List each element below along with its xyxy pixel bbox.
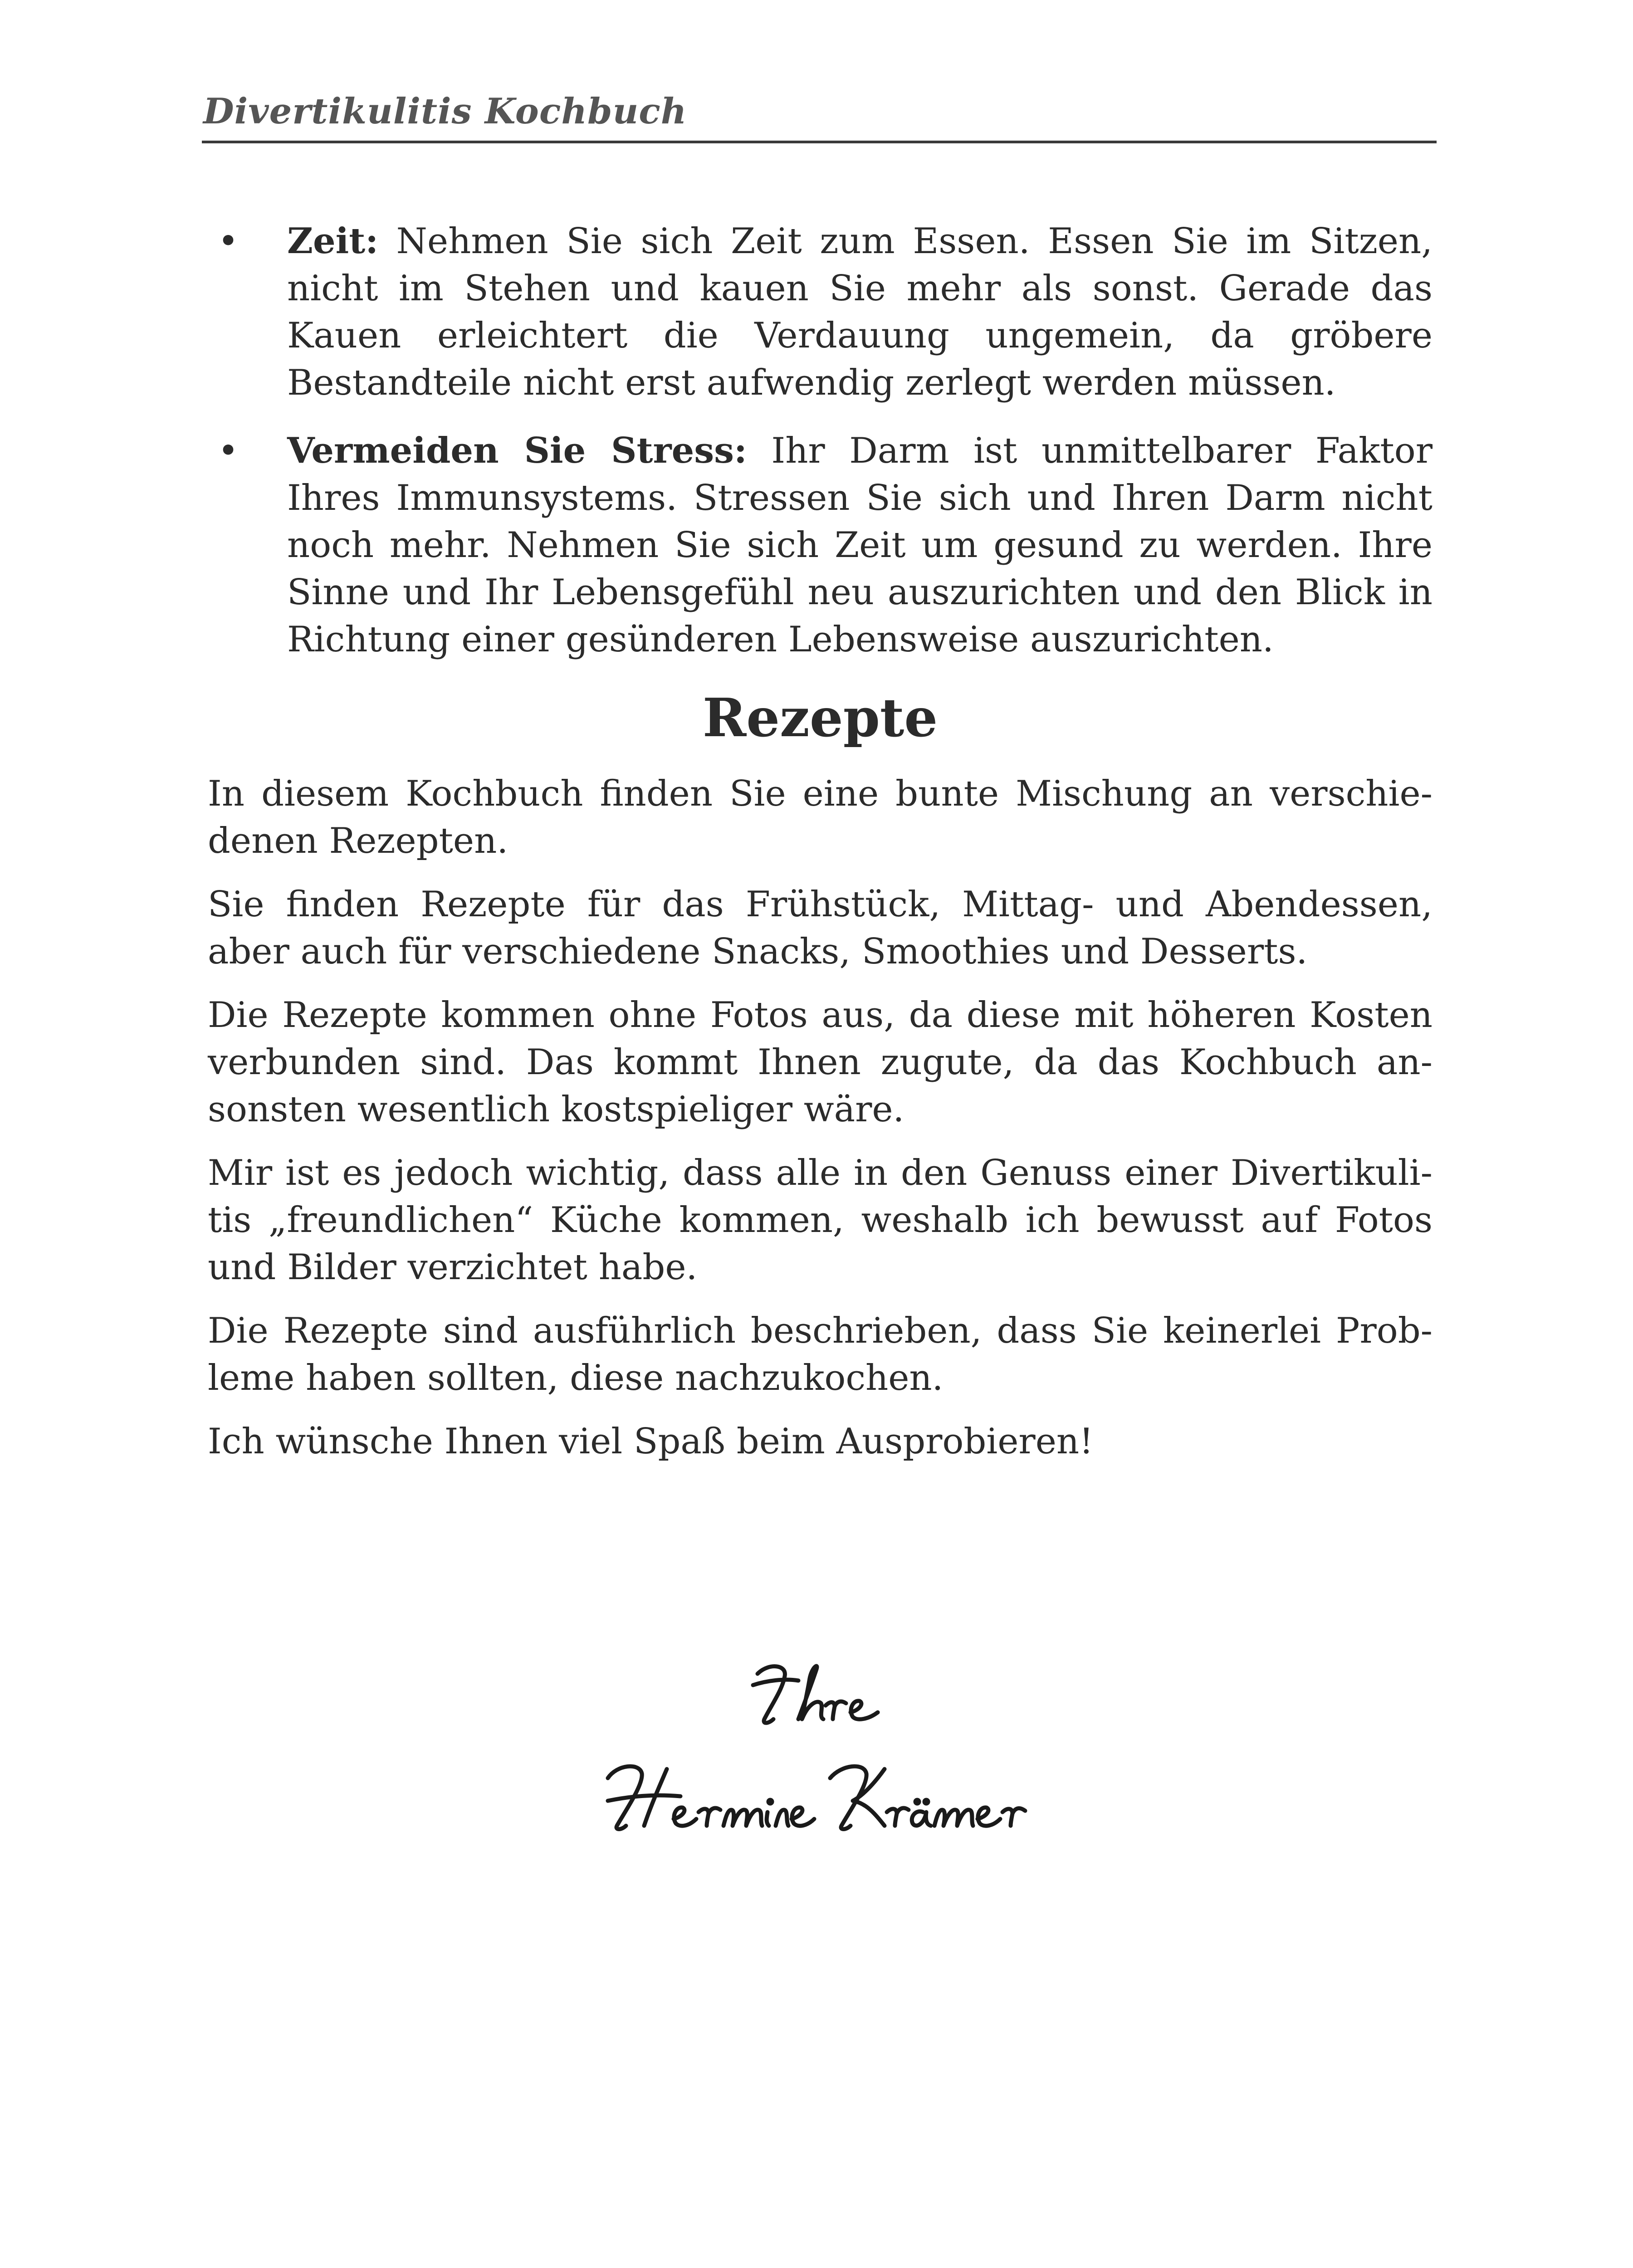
paragraph: Sie finden Rezepte für das Frühstück, Mittag- und Abendessen, aber auch für verschiedene Snacks, Smoothies und Desserts. [208, 884, 1433, 972]
paragraph: Ich wünsche Ihnen viel Spaß beim Ausprobieren! [208, 1421, 1094, 1462]
list-item-term: Zeit: [287, 220, 379, 262]
bullet-icon: • [218, 430, 239, 471]
paragraph: Mir ist es jedoch wichtig, dass alle in den Genuss einer Divertikulitis „freundlichen“ Küche kommen, weshalb ich bewusst auf Fotos und Bilder verzichtet habe. [208, 1153, 1433, 1288]
header-divider [202, 141, 1437, 143]
paragraph: Die Rezepte sind ausführlich beschrieben, dass Sie keinerlei Probleme haben sollten, diese nachzukochen. [208, 1310, 1433, 1398]
running-header-title: Divertikulitis Kochbuch [203, 91, 687, 132]
section-heading: Rezepte [702, 687, 938, 749]
list-item-stress [208, 427, 1433, 663]
page-body [208, 218, 1433, 1481]
list-item-term: Vermeiden Sie Stress: [287, 430, 747, 471]
list-item-text: Nehmen Sie sich Zeit zum Essen. Essen Sie im Sitzen, nicht im Stehen und kauen Sie mehr als sonst. Gerade das Kauen erleichtert die Verdauung ungemein, da gröbere Bestandteile nicht erst aufwendig zerlegt werden müssen. [287, 221, 1433, 403]
paragraph: Die Rezepte kommen ohne Fotos aus, da diese mit höheren Kosten verbunden sind. Das kommt Ihnen zugute, da das Kochbuch ansonsten wesentlich kostspieliger wäre. [208, 995, 1433, 1130]
bullet-icon: • [218, 221, 239, 262]
signature-salutation [0, 1656, 1633, 1733]
list-item-time [208, 218, 1433, 406]
signature-name [0, 1751, 1633, 1842]
paragraph: In diesem Kochbuch finden Sie eine bunte Mischung an verschiedenen Rezepten. [208, 773, 1433, 861]
tips-list [208, 218, 1433, 663]
list-item-text: Ihr Darm ist unmittelbarer Faktor Ihres Immunsystems. Stressen Sie sich und Ihren Darm nicht noch mehr. Nehmen Sie sich Zeit um gesund zu werden. Ihre Sinne und Ihr Lebensgefühl neu auszurichten und den Blick in Richtung einer gesünderen Lebensweise auszurichten. [287, 430, 1433, 660]
signature-salutation-drawing [744, 1656, 889, 1733]
signature-name-drawing [590, 1751, 1043, 1842]
